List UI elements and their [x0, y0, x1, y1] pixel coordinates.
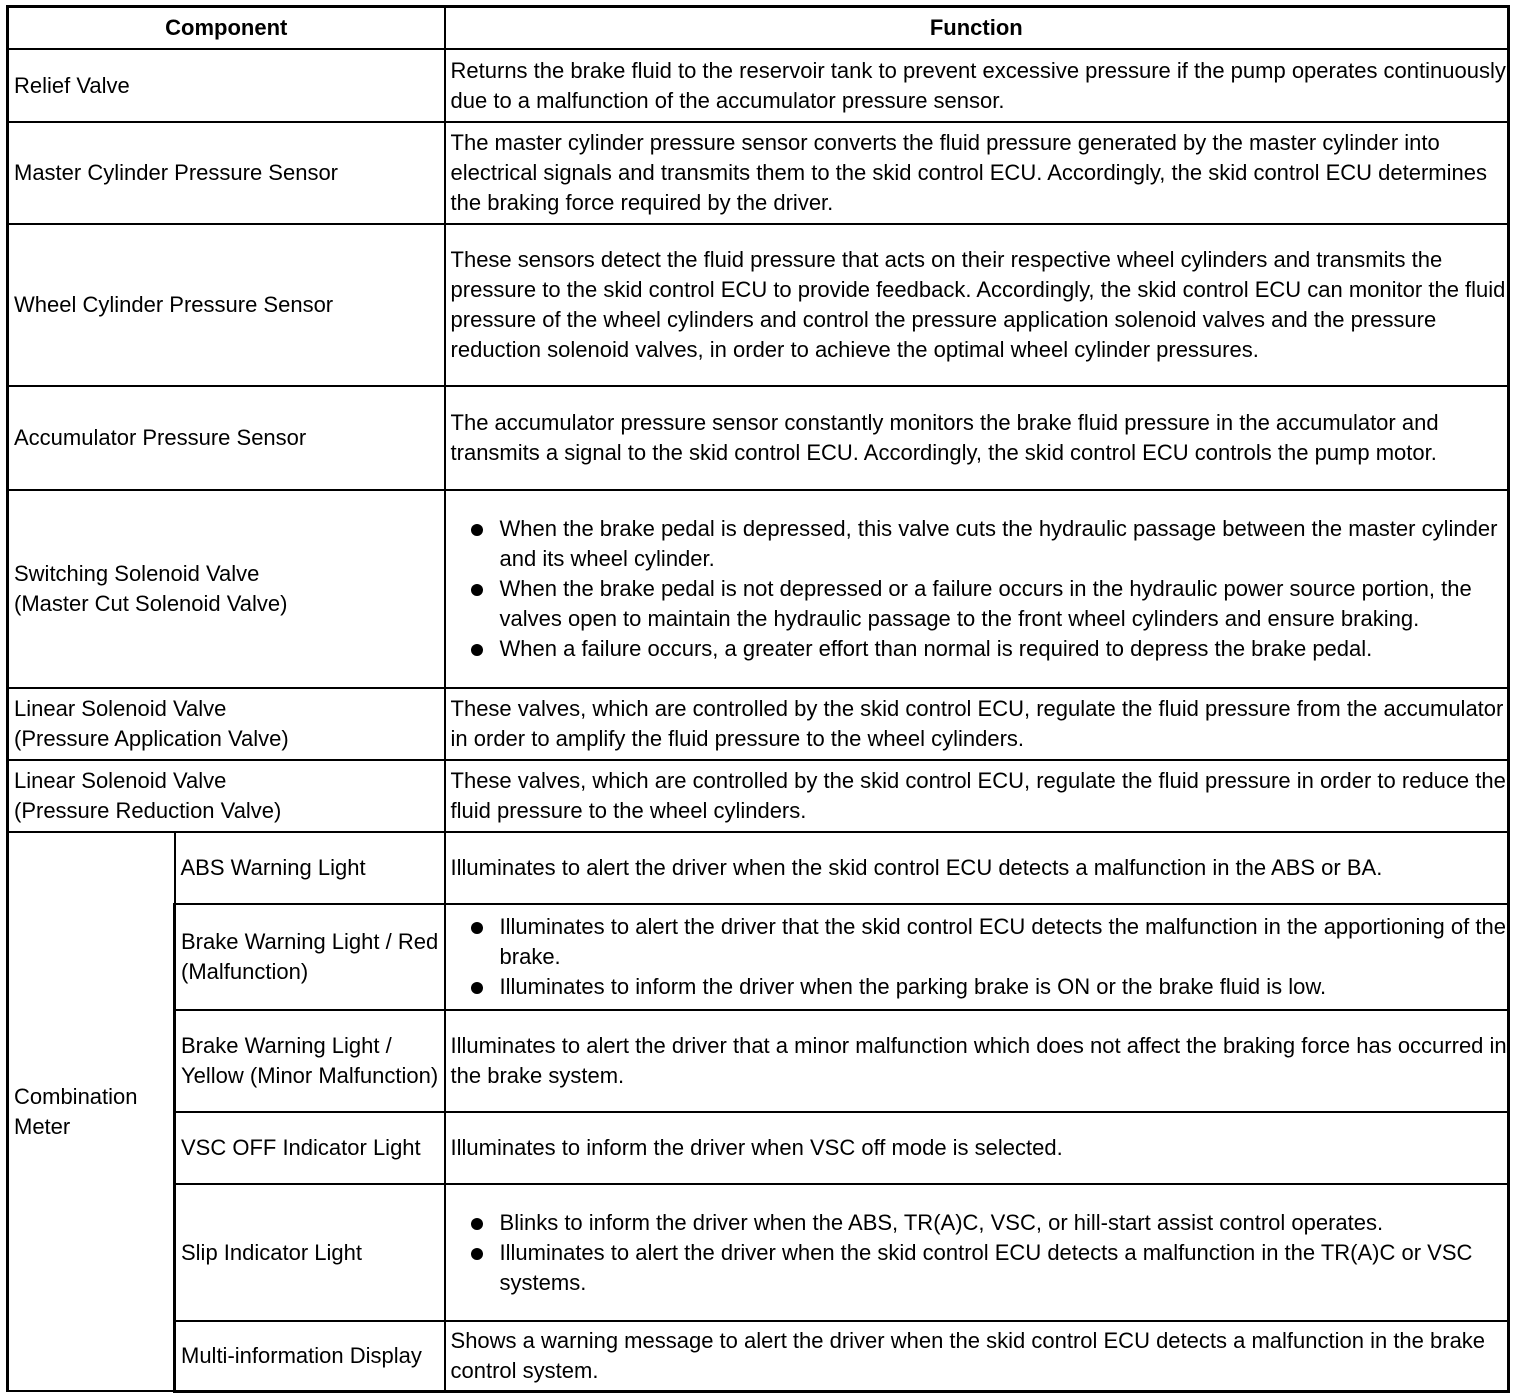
bullet-list: [451, 912, 1508, 1002]
component-cell: Wheel Cylinder Pressure Sensor: [8, 224, 445, 386]
function-cell: The master cylinder pressure sensor converts the fluid pressure generated by the master cylinder into electrical signals and transmits them to the skid control ECU. Accordingly, the skid control ECU determines the braking force required by the driver.: [445, 122, 1509, 224]
table-row: [8, 122, 1509, 224]
component-header: Component: [8, 7, 445, 50]
bullet-item: Illuminates to alert the driver that the skid control ECU detects the malfunction in the apportioning of the brake.: [451, 912, 1508, 972]
subcomponent-cell: Multi-information Display: [175, 1321, 445, 1391]
subcomponent-cell: Brake Warning Light / Red (Malfunction): [175, 904, 445, 1010]
table-row: [8, 1321, 1509, 1391]
function-cell: These sensors detect the fluid pressure that acts on their respective wheel cylinders and transmits the pressure to the skid control ECU to provide feedback. Accordingly, the skid control ECU can monitor the fluid pressure of the wheel cylinders and control the pressure application solenoid valves and the pressure reduction solenoid valves, in order to achieve the optimal wheel cylinder pressures.: [445, 224, 1509, 386]
function-header: Function: [445, 7, 1509, 50]
table-row: [8, 832, 1509, 904]
subcomponent-cell: Brake Warning Light / Yellow (Minor Malfunction): [175, 1010, 445, 1112]
table-row: [8, 904, 1509, 1010]
table-row: [8, 760, 1509, 832]
bullet-item: Illuminates to inform the driver when the parking brake is ON or the brake fluid is low.: [451, 972, 1508, 1002]
function-cell: [445, 1184, 1509, 1321]
bullet-item: Illuminates to alert the driver when the skid control ECU detects a malfunction in the TR(A)C or VSC systems.: [451, 1238, 1508, 1298]
component-cell: Master Cylinder Pressure Sensor: [8, 122, 445, 224]
function-cell: The accumulator pressure sensor constantly monitors the brake fluid pressure in the accumulator and transmits a signal to the skid control ECU. Accordingly, the skid control ECU controls the pump motor.: [445, 386, 1509, 490]
component-line: Switching Solenoid Valve: [14, 561, 260, 586]
group-label-line: Combination: [14, 1083, 138, 1109]
bullet-item: When the brake pedal is depressed, this valve cuts the hydraulic passage between the master cylinder and its wheel cylinder.: [451, 514, 1508, 574]
bullet-list: [451, 514, 1508, 664]
table-row: [8, 386, 1509, 490]
table-row: [8, 49, 1509, 122]
subcomponent-cell: Slip Indicator Light: [175, 1184, 445, 1321]
bullet-item: When a failure occurs, a greater effort than normal is required to depress the brake pedal.: [451, 634, 1508, 664]
group-label-line: Meter: [14, 1113, 71, 1139]
function-cell: Illuminates to alert the driver that a minor malfunction which does not affect the braking force has occurred in the brake system.: [445, 1010, 1509, 1112]
function-cell: Returns the brake fluid to the reservoir tank to prevent excessive pressure if the pump operates continuously due to a malfunction of the accumulator pressure sensor.: [445, 49, 1509, 122]
subcomponent-cell: ABS Warning Light: [175, 832, 445, 904]
table-row: [8, 490, 1509, 688]
function-cell: Illuminates to alert the driver when the skid control ECU detects a malfunction in the ABS or BA.: [445, 832, 1509, 904]
component-line: (Master Cut Solenoid Valve): [14, 591, 288, 616]
component-cell: Relief Valve: [8, 49, 445, 122]
function-cell: Illuminates to inform the driver when VSC off mode is selected.: [445, 1112, 1509, 1184]
component-cell: [8, 490, 445, 688]
table-row: [8, 1184, 1509, 1321]
table-row: [8, 688, 1509, 760]
component-line: (Pressure Reduction Valve): [14, 798, 282, 823]
component-cell: Accumulator Pressure Sensor: [8, 386, 445, 490]
bullet-list: [451, 1208, 1508, 1298]
table-row: [8, 224, 1509, 386]
function-cell: These valves, which are controlled by the skid control ECU, regulate the fluid pressure in order to reduce the fluid pressure to the wheel cylinders.: [445, 760, 1509, 832]
component-line: (Pressure Application Valve): [14, 726, 289, 751]
component-cell: [8, 688, 445, 760]
component-function-table: [6, 5, 1510, 1393]
header-row: [8, 7, 1509, 50]
table-row: [8, 1112, 1509, 1184]
function-cell: These valves, which are controlled by the skid control ECU, regulate the fluid pressure from the accumulator in order to amplify the fluid pressure to the wheel cylinders.: [445, 688, 1509, 760]
table-row: [8, 1010, 1509, 1112]
subcomponent-cell: VSC OFF Indicator Light: [175, 1112, 445, 1184]
component-line: Linear Solenoid Valve: [14, 768, 227, 793]
function-cell: [445, 904, 1509, 1010]
component-line: Linear Solenoid Valve: [14, 696, 227, 721]
bullet-item: Blinks to inform the driver when the ABS, TR(A)C, VSC, or hill-start assist control operates.: [451, 1208, 1508, 1238]
bullet-item: When the brake pedal is not depressed or a failure occurs in the hydraulic power source portion, the valves open to maintain the hydraulic passage to the front wheel cylinders and ensure braking.: [451, 574, 1508, 634]
function-cell: Shows a warning message to alert the driver when the skid control ECU detects a malfunction in the brake control system.: [445, 1321, 1509, 1391]
function-cell: [445, 490, 1509, 688]
component-cell: [8, 760, 445, 832]
combination-meter-cell: [8, 832, 175, 1391]
